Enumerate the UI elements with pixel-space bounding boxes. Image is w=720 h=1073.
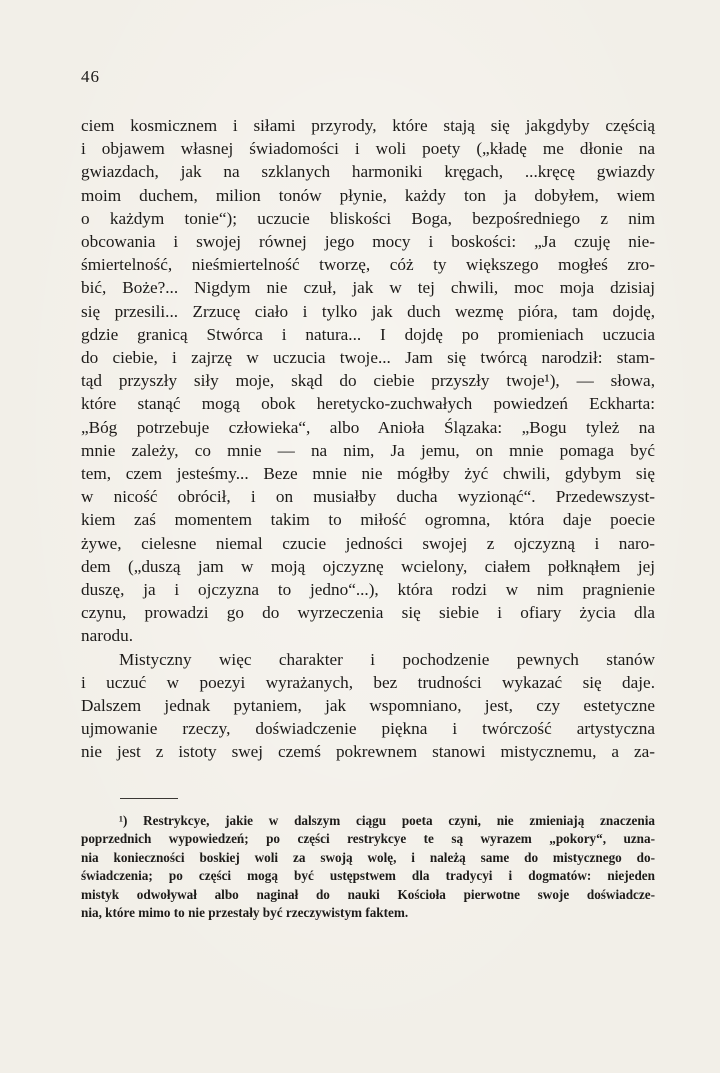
text-line: „Bóg potrzebuje człowieka“, albo Anioła Ślązaka: „Bogu tyleż na <box>81 417 655 437</box>
text-line: tem, czem jesteśmy... Beze mnie nie mógłby żyć chwili, gdybym się <box>81 464 655 484</box>
text-line: czynu, prowadzi go do wyrzeczenia się siebie i ofiary życia dla <box>81 603 655 623</box>
text-line: śmiertelność, nieśmiertelność tworzę, cóż ty większego mogłeś zro- <box>81 255 655 275</box>
text-line: o każdym tonie“); uczucie bliskości Boga, bezpośredniego z nim <box>81 208 655 228</box>
footnote <box>81 812 655 922</box>
text-line: i objawem własnej świadomości i woli poety („kładę me dłonie na <box>81 139 655 159</box>
text-line: tąd przyszły siły moje, skąd do ciebie przyszły twoje¹), — słowa, <box>81 371 655 391</box>
footnote-line: świadczenia; po części mogą być ustępstwem dla tradycyi i dogmatów: niejeden <box>81 868 655 884</box>
text-line: Dalszem jednak pytaniem, jak wspomniano, jest, czy estetyczne <box>81 696 655 716</box>
text-line: ujmowanie rzeczy, doświadczenie piękna i twórczość artystyczna <box>81 719 655 739</box>
text-line: które stanąć mogą obok heretycko-zuchwałych powiedzeń Eckharta: <box>81 394 655 414</box>
page-number: 46 <box>81 67 100 86</box>
text-line: dem („duszą jam w moją ojczyznę wcielony, ciałem połknąłem jej <box>81 556 655 576</box>
text-line: żywe, cielesne niemal czucie jedności swojej z ojczyzną i naro- <box>81 533 655 553</box>
footnote-line: nia konieczności boskiej woli za swoją wolę, i należą same do mistycznego do- <box>81 849 655 865</box>
text-line: obcowania i swojej równej jego mocy i boskości: „Ja czuję nie- <box>81 232 655 252</box>
footnote-divider <box>120 798 178 799</box>
text-line: gdzie granicą Stwórca i natura... I dojdę po promieniach uczucia <box>81 324 655 344</box>
text-line: Mistyczny więc charakter i pochodzenie pewnych stanów <box>119 649 655 669</box>
text-line: i uczuć w poezyi wyrażanych, bez trudności wykazać się daje. <box>81 672 655 692</box>
body-text <box>81 114 655 764</box>
text-line: ciem kosmicznem i siłami przyrody, które stają się jakgdyby częścią <box>81 116 655 135</box>
footnote-line: mistyk odwoływał albo naginał do nauki Kościoła pierwotne swoje doświadcze- <box>81 886 655 902</box>
footnote-line: ¹) Restrykcye, jakie w dalszym ciągu poeta czyni, nie zmieniają znaczenia <box>119 813 655 828</box>
text-line: moim duchem, milion tonów płynie, każdy ton ja dobyłem, wiem <box>81 185 655 205</box>
text-line: mnie zależy, co mnie — na nim, Ja jemu, on mnie pomaga być <box>81 440 655 460</box>
text-line: się przesili... Zrzucę ciało i tylko jak duch wezmę pióra, tam dojdę, <box>81 301 655 321</box>
footnote-line: poprzednich wypowiedzeń; po części restrykcye te są wyrazem „pokory“, uzna- <box>81 831 655 847</box>
text-line: duszę, ja i ojczyzna to jedno“...), która rodzi w nim pragnienie <box>81 580 655 600</box>
text-line: gwiazdach, jak na szklanych harmoniki kręgach, ...kręcę gwiazdy <box>81 162 655 182</box>
footnote-line: nia, które mimo to nie przestały być rzeczywistym faktem. <box>81 905 409 921</box>
text-line: w nicość obrócił, i on musiałby ducha wyzionąć“. Przedewszyst- <box>81 487 655 507</box>
text-line: do ciebie, i zajrzę w uczucia twoje... Jam się twórcą narodził: stam- <box>81 348 655 368</box>
text-line: kiem zaś momentem takim to miłość ogromna, która daje poecie <box>81 510 655 530</box>
text-line: nie jest z istoty swej czemś pokrewnem stanowi mistycznemu, a za- <box>81 742 655 762</box>
text-line: bić, Boże?... Nigdym nie czuł, jak w tej chwili, moc moja dzisiaj <box>81 278 655 298</box>
text-line: narodu. <box>81 626 134 646</box>
